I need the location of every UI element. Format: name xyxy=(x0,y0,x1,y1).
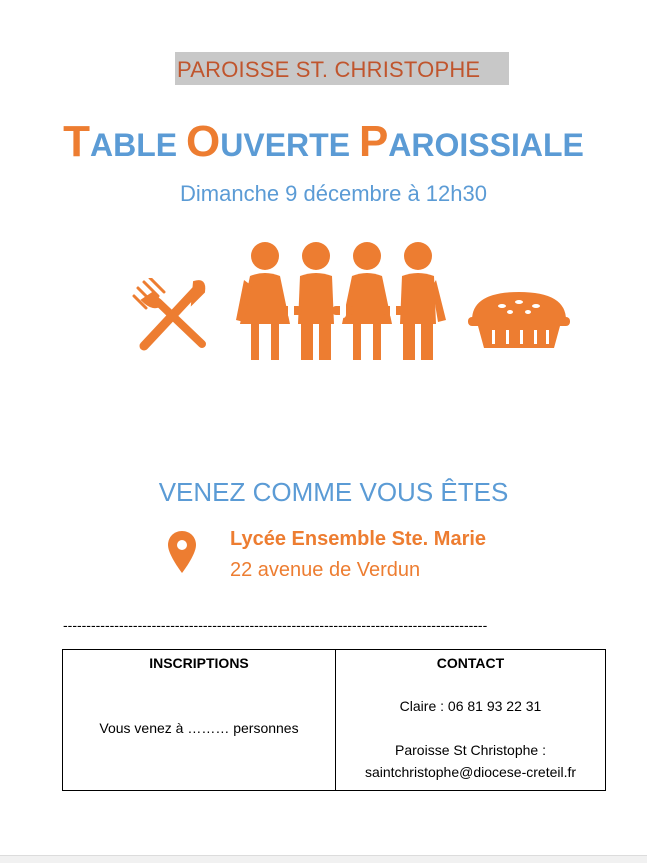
registration-table xyxy=(62,649,606,791)
venue-name: Lycée Ensemble Ste. Marie xyxy=(230,528,487,550)
title-rest-able: ABLE xyxy=(90,127,187,163)
title-initial-p: P xyxy=(358,117,389,166)
inscriptions-cell xyxy=(63,650,336,790)
inscriptions-header: INSCRIPTIONS xyxy=(149,655,249,671)
location-pin-icon xyxy=(168,531,196,573)
title-rest-aroissiale: AROISSIALE xyxy=(388,127,584,163)
contact-email[interactable]: saintchristophe@diocese-creteil.fr xyxy=(364,764,577,780)
cut-line-separator: ------------------------------------------------------------------------------------------- xyxy=(63,617,488,633)
illustration-row xyxy=(0,230,647,370)
parish-name: PAROISSE ST. CHRISTOPHE xyxy=(177,57,481,82)
four-people-icon xyxy=(236,240,448,362)
title-rest-uverte: UVERTE xyxy=(220,127,359,163)
tagline: VENEZ COMME VOUS ÊTES xyxy=(158,477,509,507)
parish-name-highlight xyxy=(175,52,509,85)
contact-phone: Claire : 06 81 93 22 31 xyxy=(399,698,542,714)
event-title xyxy=(0,117,647,167)
contact-parish: Paroisse St Christophe : xyxy=(395,742,546,758)
contact-header: CONTACT xyxy=(436,655,505,671)
title-initial-t: T xyxy=(63,117,91,166)
title-initial-o: O xyxy=(186,117,221,166)
attendance-line: Vous venez à ……… personnes xyxy=(99,720,299,736)
fork-knife-icon xyxy=(132,278,210,354)
event-date: Dimanche 9 décembre à 12h30 xyxy=(180,181,487,206)
venue-address: 22 avenue de Verdun xyxy=(230,559,421,581)
contact-cell xyxy=(336,650,605,790)
pie-icon xyxy=(466,290,572,350)
